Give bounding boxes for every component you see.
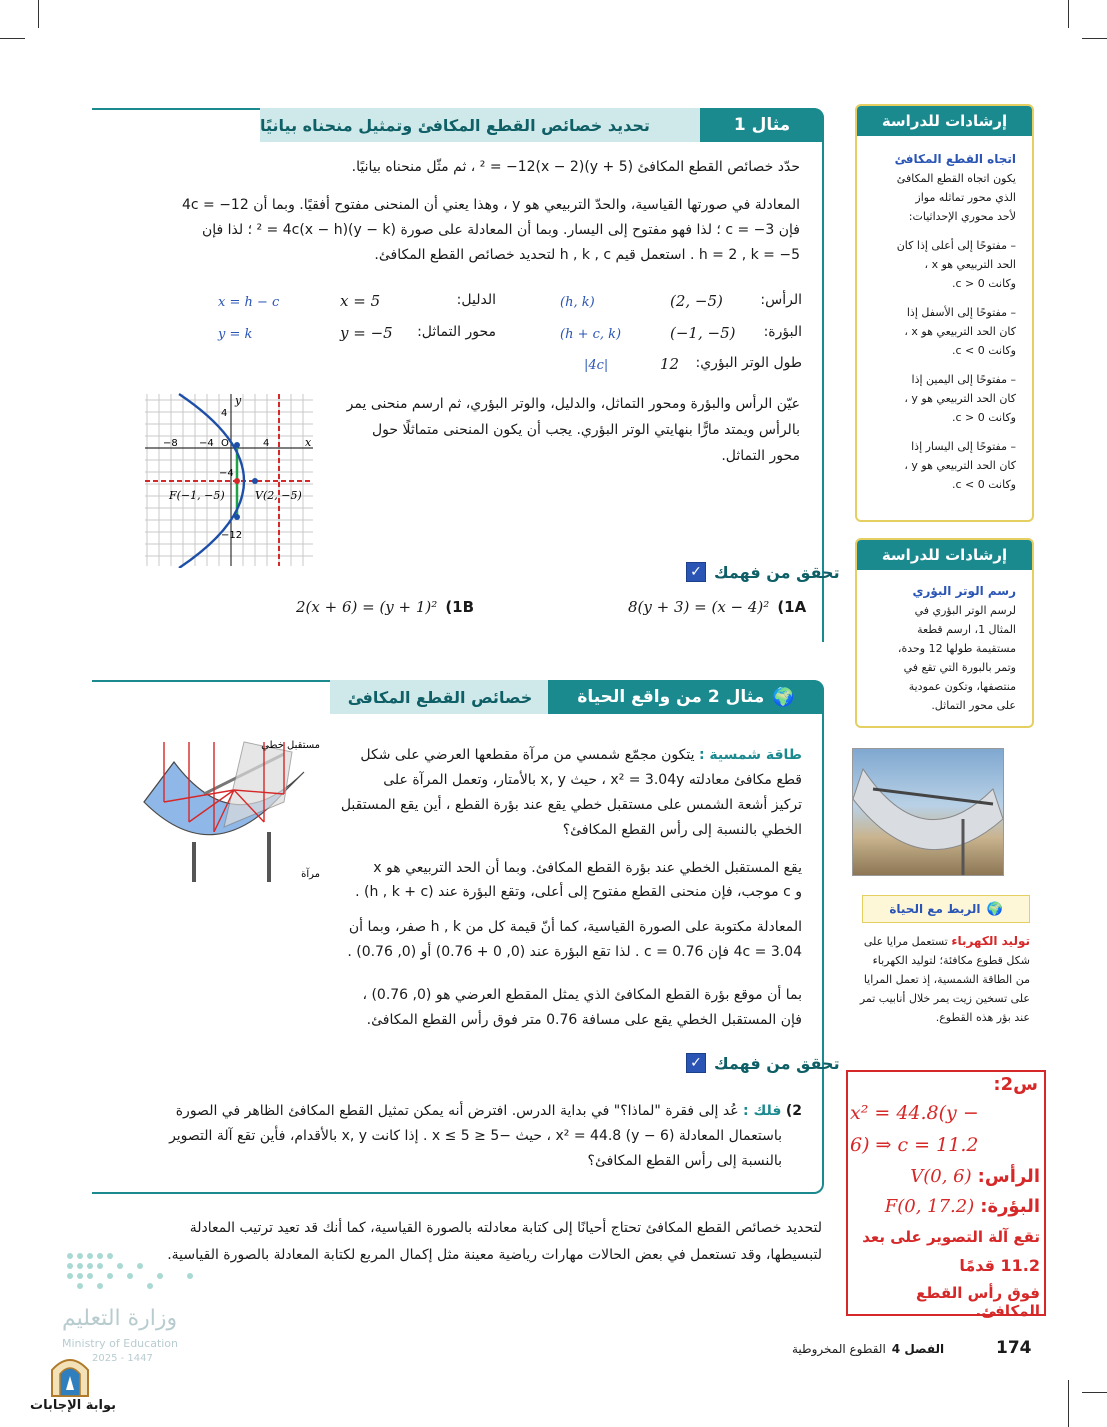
graph-ylabel: y	[235, 394, 242, 407]
think-q2: باستعمال المعادلة x² = 44.8 (y − 6) ، حيث −5 ≤ x ≤ 5 . إذا كانت x, y بالأقدام، فأين تقع آلة التصوير	[169, 1128, 782, 1144]
ministry-name-ar: وزارة التعليم	[62, 1306, 178, 1331]
example1-intro: حدّد خصائص القطع المكافئ (y + 5)² = −12(x − 2) ، ثم مثّل منحناه بيانيًا.	[351, 159, 800, 175]
example1-p3: h = 2 , k = −5 . استعمل قيم h , k , c لتحديد خصائص القطع المكافئ.	[374, 247, 800, 263]
answer-eq2: 6) ⇒ c = 11.2	[850, 1134, 979, 1156]
solar-a1: يقع المستقبل الخطي عند بؤرة القطع المكافئ. وبما أن الحد التربيعي هو x	[373, 860, 802, 876]
crop-mark	[38, 0, 39, 28]
answer-question-number: س2:	[993, 1074, 1038, 1095]
solar-a3: المعادلة مكتوبة على الصورة القياسية، كما أنّ قيمة كل من h , k صفر، وبما أن	[348, 919, 802, 935]
example1-p2: فإن c = −3 ؛ لذا فهو مفتوح إلى اليسار. وبما أن المعادلة على صورة (y − k)² = 4c(x − h) ؛ لذا فإن	[201, 222, 800, 238]
solar-a6: فإن المستقبل الخطي يقع على مسافة 0.76 متر فوق رأس القطع المكافئ.	[366, 1012, 802, 1028]
example1-label: مثال 1	[700, 108, 824, 142]
axis-formula: y = k	[218, 327, 253, 342]
focus-formula: (h + c, k)	[560, 327, 622, 342]
crop-mark	[1082, 38, 1107, 39]
photo-illustration	[853, 749, 1003, 875]
focus-label: البؤرة:	[763, 324, 802, 340]
receiver-label: مستقبل خطي	[261, 740, 320, 751]
study-tips-1-title: إرشادات للدراسة	[857, 106, 1032, 136]
solar-trough-photo	[852, 748, 1004, 876]
tick-x: 4	[263, 438, 270, 449]
directrix-value: x = 5	[340, 292, 381, 310]
graph-text-3: محور التماثل.	[721, 448, 800, 464]
graph-focus-label: F(−1, −5)	[169, 489, 225, 502]
solar-q3: تركيز أشعة الشمس على مستقبل خطي يقع عند بؤرة القطع ، أين يقع المستقبل	[340, 797, 802, 813]
solar-q4: الخطي بالنسبة إلى رأس القطع المكافئ؟	[562, 822, 802, 838]
vertex-formula: (h, k)	[560, 295, 595, 310]
focus-point	[234, 478, 240, 484]
ministry-name-en: Ministry of Education	[62, 1337, 179, 1350]
tick-y: −4	[219, 468, 234, 479]
closing-line-1: لتحديد خصائص القطع المكافئ تحتاج أحيانًا إلى كتابة معادلته بالصورة القياسية، كما أنك قد تعيد ترتيب المعادلة	[189, 1220, 822, 1236]
study-tips-2-body: رسم الوتر البؤري لرسم الوتر البؤري في المثال 1، ارسم قطعة مستقيمة طولها 12 وحدة، وتمر بالبورة التي تقع في منتصفها، وتكون عمودية على محور التماثل.	[897, 584, 1016, 712]
latus-endpoint	[234, 442, 240, 448]
exercise-1a: 8(y + 3) = (x − 4)² (1A	[628, 598, 807, 616]
solar-a2: و c موجب، فإن منحنى القطع مفتوح إلى أعلى، وتقع البؤرة عند (h , k + c) .	[355, 884, 802, 900]
tick-y: 4	[221, 408, 228, 419]
example2-title: خصائص القطع المكافئ	[330, 680, 550, 714]
study-tips-2	[855, 538, 1034, 728]
answer-vertex: الرأس: V(0, 6)	[910, 1166, 1040, 1187]
directrix-label: الدليل:	[456, 292, 496, 308]
globe-icon: 🌍	[986, 901, 1003, 917]
exercise-1b: 2(x + 6) = (y + 1)² (1B	[296, 598, 475, 616]
answer-eq1: x² = 44.8(y −	[850, 1102, 979, 1124]
latus-formula: |4c|	[584, 358, 609, 373]
solar-a4: 4c = 3.04 فإن c = 0.76 . لذا تقع البؤرة عند (0, 0 + 0.76) أو (0, 0.76) .	[347, 944, 802, 960]
answers-portal-logo	[46, 1350, 94, 1398]
axis-label: محور التماثل:	[417, 324, 496, 340]
graph-vertex-label: V(2, −5)	[255, 489, 302, 502]
answer-box	[846, 1070, 1046, 1320]
tick-x: −4	[199, 438, 214, 449]
focus-value: (−1, −5)	[670, 324, 736, 342]
real-life-header: 🌍 الربط مع الحياة	[862, 895, 1030, 923]
crop-mark	[0, 38, 25, 39]
answer-result-2: 11.2 قدمًا	[959, 1256, 1040, 1275]
check-understanding-1: تحقق من فهمك ✓	[686, 562, 840, 582]
vertex-point	[252, 478, 258, 484]
chapter-footer: الفصل 4 القطوع المخروطية	[792, 1342, 945, 1356]
answer-result-3: فوق رأس القطع المكافئ.	[916, 1284, 1040, 1320]
latus-label: طول الوتر البؤري:	[695, 355, 802, 371]
graph-text-2: بالرأس ويمتد مارًّا بنهايتي الوتر البؤري. يجب أن يكون المنحنى متماثلًا حول	[371, 422, 800, 438]
closing-line-2: لتبسيطها، وقد تستعمل في بعض الحالات مهارات رياضية معينة مثل إكمال المربع لكتابة المعادلة بالصورة القياسية.	[167, 1247, 822, 1263]
solar-collector-diagram	[134, 732, 334, 882]
mirror-label: مرآة	[301, 869, 320, 880]
answer-result-1: تقع آلة التصوير على بعد	[862, 1228, 1040, 1246]
latus-value: 12	[660, 355, 680, 373]
solar-a5: بما أن موقع بؤرة القطع المكافئ الذي يمثل المقطع العرضي هو (0, 0.76) ،	[362, 987, 802, 1003]
tick-x: −8	[163, 438, 178, 449]
think-q3: بالنسبة إلى رأس القطع المكافئ؟	[587, 1153, 782, 1169]
checkmark-icon: ✓	[686, 562, 706, 582]
tick-x: O	[221, 438, 229, 449]
checkmark-icon: ✓	[686, 1053, 706, 1073]
check-understanding-2: تحقق من فهمك ✓	[686, 1053, 840, 1073]
graph-xlabel: x	[305, 436, 312, 449]
answer-focus: البؤرة: F(0, 17.2)	[884, 1196, 1040, 1217]
parabola-graph	[143, 392, 315, 568]
solar-question: طاقة شمسية : يتكون مجمّع شمسي من مرآة مقطعها العرضي على شكل	[360, 747, 802, 763]
vertex-label: الرأس:	[760, 292, 802, 308]
think-question: 2) فلك : عُد إلى فقرة "لماذا؟" في بداية الدرس. افترض أنه يمكن تمثيل القطع المكافئ الظاهر في الصورة	[175, 1103, 802, 1119]
crop-mark	[1068, 0, 1069, 28]
example2-label: 🌍 مثال 2 من واقع الحياة	[548, 680, 824, 714]
study-tips-1	[855, 104, 1034, 522]
page-number: 174	[996, 1338, 1032, 1358]
crop-mark	[1068, 1380, 1069, 1427]
tick-y: −12	[221, 530, 243, 541]
study-tips-1-body: اتجاه القطع المكافئ يكون اتجاه القطع المكافئ الذي محور تماثله مواز لأحد محوري الإحداثيات: – مفتوحًا إلى أعلى إذا كان الحد التربيعي هو x ، وكانت c > 0. – مفتوحًا إلى الأسفل إذا كان الحد التربيعي هو x ، وكانت c < 0. – مفتوحًا إلى اليمين إذا كان الحد التربيعي هو y ، وكانت c > 0. – مفتوحًا إلى اليسار إذا كان الحد التربيعي هو y ، وكانت c < 0.	[894, 152, 1016, 491]
latus-endpoint	[234, 514, 240, 520]
directrix-formula: x = h − c	[218, 295, 280, 310]
globe-icon: 🌍	[772, 686, 795, 708]
study-tips-2-title: إرشادات للدراسة	[857, 540, 1032, 570]
edition-year: 2025 - 1447	[92, 1353, 153, 1364]
vertex-value: (2, −5)	[670, 292, 723, 310]
solar-q2: قطع مكافئ معادلته x² = 3.04y ، حيث x, y بالأمتار، وتعمل المرآة على	[383, 772, 802, 788]
graph-text-1: عيّن الرأس والبؤرة ومحور التماثل، والدليل، والوتر البؤري، ثم ارسم منحنى يمر	[346, 396, 800, 412]
crop-mark	[1082, 1392, 1107, 1393]
ministry-logo-dots	[62, 1248, 202, 1290]
example1-title: تحديد خصائص القطع المكافئ وتمثيل منحناه بيانيًا	[260, 108, 700, 142]
real-life-body: توليد الكهرباء تستعمل مرايا على شكل قطوع مكافئة؛ لتوليد الكهرباء من الطاقة الشمسية، إذ تعمل المرايا على تسخين زيت يمر خلال أنابيب تمر عند بؤر هذه القطوع.	[859, 934, 1030, 1024]
answers-portal-name: بوابة الإجابات	[30, 1398, 116, 1413]
example1-p1: المعادلة في صورتها القياسية، والحدّ التربيعي هو y ، وهذا يعني أن المنحنى مفتوح أفقيًا. وبما أن 4c = −12	[181, 197, 800, 213]
axis-value: y = −5	[340, 324, 393, 342]
